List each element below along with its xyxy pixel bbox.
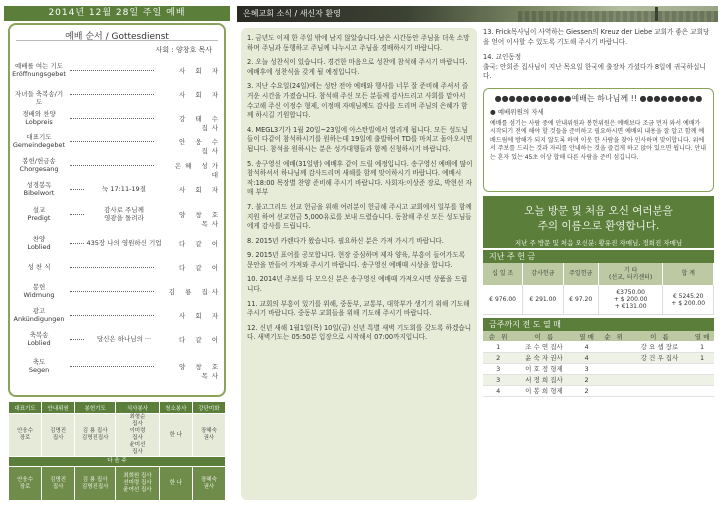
- order-item-person: 다 같 이: [179, 264, 222, 272]
- welcome-box: [483, 196, 714, 248]
- order-item-content: 감사로 주님께 영광을 돌려라: [84, 206, 164, 222]
- duty-cell: 최형순 집사 이미령 집사 윤미선 집사: [116, 414, 160, 457]
- fruit-row: [483, 385, 714, 396]
- news-item: 4. MEGL3기가 1월 20일~23일에 아스탄빌에서 열리게 됩니다. 모든 성도님들이 다같이 참석하시기를 원하는데 19일에 출발하여 TD를 마치고 돌아오시면 됩니다. 참석을 원하시는 분은 성가대행들과 함께 신청하시기 바랍니다.: [247, 125, 473, 153]
- fruit-cell: [629, 374, 690, 385]
- fruit-cell: 3: [483, 363, 513, 374]
- left-column: [4, 6, 230, 504]
- order-row: [12, 282, 224, 304]
- fruit-header-part: 위: [501, 332, 508, 341]
- fruit-header: [629, 331, 690, 341]
- order-item-person: 사 회 자: [179, 67, 222, 75]
- fruit-cell: [629, 363, 690, 374]
- worship-note-box: [483, 88, 714, 192]
- fruit-cell: 2: [483, 352, 513, 363]
- duty-header-row: [9, 402, 226, 414]
- order-row: [12, 61, 224, 83]
- worship-note-text: 예배를 섬기는 사람 중에 안내위원과 봉헌위원은 예배보다 조금 먼저 와서 예배가 시작되기 전에 해야 할 것들을 준비하고 필요하시면 예배의 내용을 잘 알고 함께 예배드림에 방해가 되지 않도록 하며 이웃 한 사람을 찾아 인사하며 맞이합니다. 위에서 주보를 드리는 것과 자리를 안내하는 것을 즐겁게 하고 앉아 있으면 됩니다. 안내는 혼자 있는 45초 이상 합해 다른 사람을 준비 섬깁니다.: [490, 119, 707, 161]
- news-banner: [237, 6, 718, 22]
- duty-next-cell: 김명진 집사: [42, 467, 75, 501]
- order-dots: [70, 366, 154, 367]
- fruit-cell: 1: [690, 352, 714, 363]
- fruit-row: [483, 341, 714, 352]
- fruit-cell: 3: [575, 363, 599, 374]
- order-row: [12, 132, 224, 154]
- fruit-header-part: 열 매: [579, 332, 594, 341]
- duty-cell: 한 나: [159, 414, 192, 457]
- fruit-cell: [690, 363, 714, 374]
- order-row: [12, 330, 224, 352]
- presider: 사회 : 양창호 목사: [155, 46, 212, 54]
- welcome-line-1: 오늘 방문 및 처음 오신 여러분을: [524, 204, 673, 217]
- order-dots: [70, 315, 154, 316]
- fruit-cell: 2: [575, 374, 599, 385]
- order-item-label: 광고 Ankündigungen: [13, 307, 65, 323]
- fruit-cell: [598, 363, 628, 374]
- news-item: 5. 송구영신 예배(31일밤) 예배후 같이 드릴 예정입니다. 송구영신 예배에 많이 참석하셔서 하나님께 감사드리며 새해를 함께 맞이하시기 바랍니다. 예배시작:18:00 목장별 찬양 준비해 주시기 바랍니다. 사회자:이상준 장로, 박현선 자매 부부: [247, 159, 473, 197]
- fruit-row: [483, 363, 714, 374]
- fruit-cell: 이 호 정 형제: [513, 363, 574, 374]
- offering-table: [483, 263, 714, 316]
- order-row: [12, 258, 224, 280]
- banner-landscape: [518, 11, 718, 22]
- duty-next-cell: 김 룡 집사 김명진집사: [75, 467, 116, 501]
- fruit-header-part: 열 매: [694, 332, 710, 341]
- news-item: 11. 교회의 부흥이 있기를 위해, 중동부, 교통부, 대학부가 생기기 위해 기도해주시기 바랍니다. 중동부 교회들을 위해 기도해 주시기 바랍니다.: [247, 299, 470, 318]
- order-item-content: 눅 17:11-19절: [84, 185, 164, 193]
- worship-note-subtitle: ● 예배위원의 자세: [490, 107, 544, 116]
- duty-header: 안내위원: [42, 402, 75, 414]
- fruit-cell: [598, 385, 628, 396]
- news-item: 12. 신년 새해 1월1일(목) 10일(금) 신년 특별 새벽 기도회를 갖도록 하겠습니다. 새벽기도는 05:50분 입장으로 시작해서 07:00까지입니다.: [247, 323, 472, 342]
- offering-header: 십 일 조: [483, 263, 523, 285]
- fruit-header-part: 위: [616, 332, 623, 341]
- fruit-cell: 1: [483, 341, 513, 352]
- news-item: 2. 오늘 성찬식이 있습니다. 경건한 마음으로 성찬에 참석해 주시기 바랍니다. 예배후에 성찬식을 갖게 될 예정입니다.: [247, 58, 468, 76]
- duty-cell: 안웅수 장로: [9, 414, 42, 457]
- worship-note-title: ●●●●●●●●●●●예배는 하나님께 !! ●●●●●●●●●: [494, 93, 703, 103]
- duty-next-cell: 한 나: [159, 467, 192, 501]
- fruit-cell: 2: [575, 385, 599, 396]
- fruit-header-part: 순: [604, 332, 611, 341]
- fruit-header-part: 이: [534, 332, 541, 341]
- order-row: [12, 306, 224, 328]
- order-item-label: 대표기도 Gemeindegebet: [12, 133, 66, 149]
- order-title: 예배 순서 / Gottesdienst: [65, 32, 169, 42]
- fruit-cell: 강 요 셉 장로: [629, 341, 690, 352]
- order-row: [12, 180, 224, 202]
- order-row: [12, 109, 224, 131]
- order-dots: [70, 291, 154, 292]
- fruit-header-part: 름: [546, 332, 554, 341]
- order-dots: [70, 165, 154, 166]
- order-item-label: 예배를 여는 기도 Eröffnungsgebet: [12, 62, 66, 78]
- banner-label: 은혜교회 소식 / 새신자 환영: [243, 9, 341, 18]
- order-row: [12, 234, 224, 256]
- fruit-row: [483, 352, 714, 363]
- duty-this-week-row: [9, 414, 226, 457]
- order-item-person: 은혜 성가대: [174, 162, 222, 179]
- duty-next-cell: 최희원 집사 선미령 집사 윤여선 집사: [116, 467, 160, 501]
- duty-next-week-row: [9, 467, 226, 501]
- order-item-label: 설교 Predigt: [27, 206, 51, 222]
- order-item-person: 사 회 자: [179, 91, 222, 99]
- order-item-label: 성 찬 식: [27, 263, 51, 271]
- duty-cell: 김명진 집사: [42, 414, 75, 457]
- fruit-header: [483, 331, 513, 341]
- fruit-header-part: 이: [650, 332, 657, 341]
- order-item-label: 축도 Segen: [28, 358, 50, 374]
- fruit-header: [513, 331, 574, 341]
- fruit-header: [598, 331, 628, 341]
- news-item: 7. 불고그리드 선교 헌금을 위해 여러분이 헌금해 주시고 교회에서 일부를 함께 지원 하여 선교헌금 5,000유로를 보내 드렸습니다. 동참해 주신 모든 성도님들에게 감사를 드립니다.: [247, 202, 472, 231]
- offering-header-row: [483, 263, 714, 285]
- fruit-title: 금주까지 전 도 열 매: [483, 318, 714, 331]
- order-row: [12, 357, 224, 379]
- service-date: 2014년 12월 28일 주일 예배: [48, 8, 186, 18]
- duty-next-cell: 안웅수 장로: [9, 467, 42, 501]
- order-item-content: 당신은 하나님의 ···: [84, 335, 164, 343]
- fruit-cell: 4: [575, 352, 599, 363]
- order-item-person: 사 회 자: [179, 186, 222, 194]
- side-column: [483, 28, 714, 397]
- fruit-cell: [598, 374, 628, 385]
- fruit-header: [575, 331, 599, 341]
- offering-header: 주일헌금: [563, 263, 598, 285]
- news-column: [241, 28, 477, 500]
- duty-header: 봉헌기도: [75, 402, 116, 414]
- duty-next-cell: 장혜숙 권사: [192, 467, 225, 501]
- fruit-cell: 윤 숙 자 권사: [513, 352, 574, 363]
- order-row: [12, 205, 224, 227]
- fruit-cell: [629, 385, 690, 396]
- fruit-table: [483, 331, 714, 397]
- order-item-label: 찬양 Loblied: [27, 235, 51, 251]
- news-item: 8. 2015년 카렌다가 왔습니다. 필요하신 분은 가져 가시기 바랍니다.: [247, 236, 444, 245]
- offering-value: € 97.20: [563, 285, 598, 315]
- fruit-cell: 3: [483, 374, 513, 385]
- order-item-person: 다 같 이: [179, 336, 222, 344]
- fruit-cell: [690, 385, 714, 396]
- fruit-cell: [598, 341, 628, 352]
- offering-value: €3750.00 + $ 200.00 + €131.00: [598, 285, 663, 315]
- duty-header: 대표기도: [9, 402, 42, 414]
- welcome-visitors: 지난 주 방문 및 처음 오신분: 황유진 자매님, 정희진 자매님: [514, 238, 683, 247]
- order-item-person: 양 창 호 목사: [179, 363, 222, 380]
- fruit-cell: 서 정 희 집사: [513, 374, 574, 385]
- duty-cell: 장혜숙 권사: [192, 414, 225, 457]
- order-dots: [70, 94, 154, 95]
- fruit-cell: 1: [690, 341, 714, 352]
- fruit-cell: 4: [483, 385, 513, 396]
- welcome-line-2: 주의 이름으로 환영합니다.: [537, 219, 660, 232]
- order-row: [12, 85, 224, 107]
- order-item-person: 김 룡 집사: [168, 288, 222, 296]
- order-dots: [70, 70, 154, 71]
- banner-church-spire: [655, 7, 658, 21]
- offering-value: € 5245.20 + $ 200.00: [663, 285, 714, 315]
- duty-header: 청소봉사: [159, 402, 192, 414]
- fruit-header-part: 름: [662, 332, 669, 341]
- duty-cell: 김 룡 집사 김명진집사: [75, 414, 116, 457]
- order-item-person: 다 같 이: [179, 240, 222, 248]
- order-dots: [70, 141, 154, 142]
- offering-values-row: [483, 285, 714, 315]
- offering-header: 감사헌금: [523, 263, 563, 285]
- news-item: 13. Frick목사님이 사역하는 Giessen의 Kreuz der Liebe 교회가 좋은 교회당을 얻어 이사할 수 있도록 기도해 주시기 바랍니다.: [483, 28, 710, 46]
- order-item-person: 사 회 자: [179, 312, 222, 320]
- duty-table: [8, 401, 226, 501]
- order-item-label: 봉헌 Widmung: [23, 283, 55, 299]
- order-dots: [70, 267, 154, 268]
- fruit-row: [483, 374, 714, 385]
- order-item-content: 435장 나의 영원하신 기업: [84, 239, 164, 247]
- fruit-header-part: 순: [488, 332, 496, 341]
- right-half: [237, 6, 718, 504]
- fruit-cell: [690, 374, 714, 385]
- order-item-person: 양 창 호 목사: [179, 211, 222, 228]
- offering-header: 합 계: [663, 263, 714, 285]
- offering-header: 기 타 (선교, 터키센터): [598, 263, 663, 285]
- service-date-bar: [4, 6, 230, 21]
- news-item: 9. 2015년 표어를 공모합니다. 현장 중심하며 제자 양육, 부흥이 들어가도록 문안을 만들어 가져와 주시기 바랍니다. 송구영신 예배때 시상을 합니다.: [247, 251, 466, 269]
- fruit-cell: 4: [575, 341, 599, 352]
- order-of-service-box: [8, 23, 226, 397]
- fruit-cell: 강 건 우 집사: [629, 352, 690, 363]
- offering-title: 지난 주 헌 금: [483, 250, 714, 263]
- news-item: 10. 2014년 주보를 다 모으신 분은 송구영신 예배때 가져오시면 상품을 드립니다.: [247, 275, 468, 294]
- duty-next-label: 다 음 주: [9, 457, 226, 467]
- order-item-label: 성경봉독 Bibelwort: [23, 181, 55, 197]
- offering-value: € 976.00: [483, 285, 523, 315]
- fruit-cell: [598, 352, 628, 363]
- news-continued: [483, 28, 714, 82]
- news-item: 1. 금년도 이제 한 주일 밖에 남지 않았습니다.남은 시간동안 주님을 더욱 소망하며 주님과 동행하고 주님께 나누시고 주님을 경배하시기 바랍니다.: [247, 34, 470, 52]
- fruit-header: [690, 331, 714, 341]
- order-dots: [70, 118, 154, 119]
- order-row: [12, 156, 224, 178]
- fruit-body: [483, 341, 714, 396]
- duty-next-label-row: [9, 457, 226, 467]
- order-item-person: 강 태 수 집사: [179, 115, 222, 132]
- order-item-label: 경배와 찬양 Lobpreis: [22, 110, 56, 126]
- news-item: 14. 교인동정 출국: 안희준 집사님이 지난 목요일 한국에 출장차 가셨다가 8일에 귀국하십니다.: [483, 53, 706, 81]
- fruit-cell: 이 봉 희 형제: [513, 385, 574, 396]
- order-item-label: 축복송 Loblied: [27, 331, 51, 347]
- order-item-person: 안 웅 수 집사: [179, 138, 222, 155]
- duty-header: 강단미화: [192, 402, 225, 414]
- fruit-cell: 조 수 연 집사: [513, 341, 574, 352]
- fruit-header-row: [483, 331, 714, 341]
- order-item-label: 자녀들 축복송/기도: [14, 90, 64, 106]
- order-divider: [16, 40, 218, 41]
- duty-header: 식사봉사: [116, 402, 160, 414]
- order-item-label: 봉헌/헌금송 Chorgesang: [19, 157, 59, 173]
- news-item: 3. 지난 수요일(24일)에는 성탄 전야 예배와 행사를 너무 잘 준비해 주셔서 즐거운 시간을 가졌습니다. 참석해 주신 모든 분들께 감사드리고 사회를 맡아서 수고해 주신 이정수 형제, 이정매 자매님께도 감사를 드리며 주님의 은혜가 함께 하시길 기원합니다.: [247, 82, 469, 120]
- offering-value: € 291.00: [523, 285, 563, 315]
